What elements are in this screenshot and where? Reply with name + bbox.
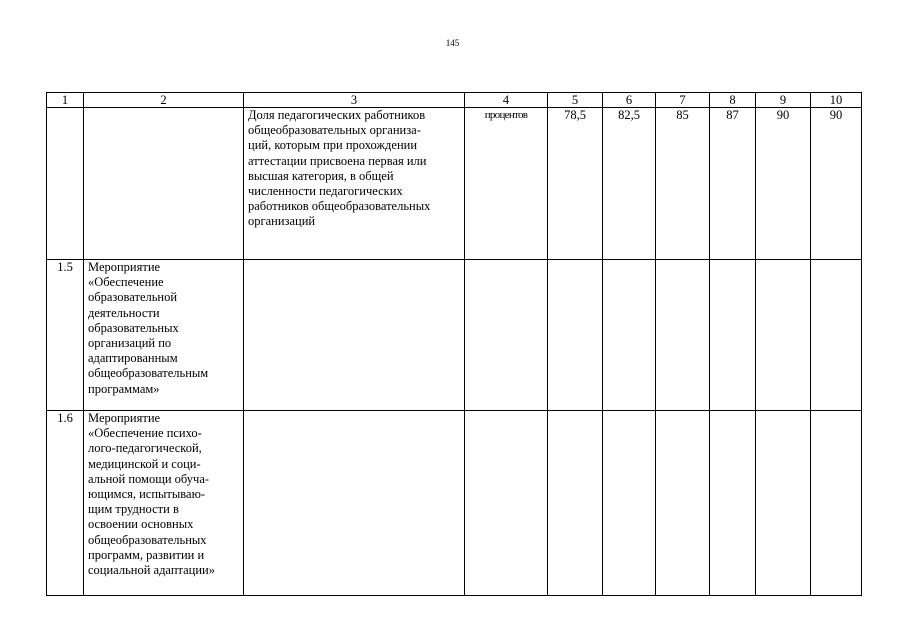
activity-name-line: ющимся, испытываю-	[88, 487, 206, 502]
value-cell	[756, 260, 811, 411]
activity-name-line: общеобразовательным	[88, 366, 209, 381]
activity-name-line: Мероприятие	[88, 411, 161, 425]
column-number: 1	[47, 93, 84, 108]
activity-name-line: медицинской и соци-	[88, 456, 201, 471]
column-number: 9	[756, 93, 811, 108]
indicator-cell	[244, 411, 465, 596]
column-number: 5	[548, 93, 603, 108]
table-row	[47, 260, 862, 411]
column-number: 2	[84, 93, 244, 108]
value-cell: 82,5	[603, 108, 656, 260]
activity-name-line: образовательной	[88, 290, 178, 305]
indicator-line: организаций	[248, 214, 316, 229]
value-cell	[710, 411, 756, 596]
column-number: 10	[811, 93, 862, 108]
value-cell: 90	[756, 108, 811, 260]
data-table	[46, 92, 862, 596]
activity-name-line: альной помощи обуча-	[88, 471, 210, 486]
value-cell	[656, 411, 710, 596]
value-cell: 87	[710, 108, 756, 260]
activity-name-line: программам»	[88, 381, 160, 396]
indicator-line: ций, которым при прохождении	[248, 138, 418, 153]
page-number: 145	[445, 38, 460, 48]
table-row	[47, 411, 862, 596]
indicator-line: численности педагогических	[248, 184, 403, 199]
value-cell	[811, 260, 862, 411]
activity-name-line: организаций по	[88, 336, 172, 351]
value-cell	[656, 260, 710, 411]
activity-name-line: образовательных	[88, 320, 179, 335]
column-number-row	[47, 93, 862, 108]
column-number: 6	[603, 93, 656, 108]
value-cell	[548, 411, 603, 596]
value-cell	[548, 260, 603, 411]
activity-name-line: адаптированным	[88, 351, 178, 366]
activity-name-line: социальной адаптации»	[88, 563, 215, 578]
value-cell	[811, 411, 862, 596]
activity-name-line: «Обеспечение	[88, 275, 164, 290]
column-number: 7	[656, 93, 710, 108]
activity-name-line: деятельности	[88, 305, 160, 320]
value-cell	[603, 260, 656, 411]
row-number: 1.5	[47, 260, 84, 411]
indicator-line: Доля педагогических работников	[248, 108, 426, 122]
row-number: 1.6	[47, 411, 84, 596]
indicator-line: аттестации присвоена первая или	[248, 153, 427, 168]
activity-name-cell	[84, 411, 244, 596]
value-cell: 78,5	[548, 108, 603, 260]
indicator-line: работников общеобразовательных	[248, 199, 431, 214]
table-row	[47, 108, 862, 260]
column-number: 3	[244, 93, 465, 108]
column-number: 8	[710, 93, 756, 108]
activity-name-line: лого-педагогической,	[88, 441, 202, 456]
activity-name-cell	[84, 108, 244, 260]
indicator-line: высшая категория, в общей	[248, 168, 394, 183]
value-cell	[603, 411, 656, 596]
activity-name-line: щим трудности в	[88, 502, 179, 517]
value-cell	[710, 260, 756, 411]
activity-name-line: общеобразовательных	[88, 532, 207, 547]
activity-name-line: программ, развитии и	[88, 547, 205, 562]
row-number	[47, 108, 84, 260]
activity-name-line: Мероприятие	[88, 260, 161, 274]
unit-cell	[465, 411, 548, 596]
activity-name-line: «Обеспечение психо-	[88, 426, 202, 441]
value-cell: 85	[656, 108, 710, 260]
activity-name-cell	[84, 260, 244, 411]
indicator-line: общеобразовательных организа-	[248, 123, 421, 138]
value-cell	[756, 411, 811, 596]
value-cell: 90	[811, 108, 862, 260]
indicator-cell	[244, 260, 465, 411]
unit-cell	[465, 260, 548, 411]
unit-cell: процентов	[465, 108, 548, 260]
indicator-cell	[244, 108, 465, 260]
activity-name-line: освоении основных	[88, 517, 194, 532]
column-number: 4	[465, 93, 548, 108]
